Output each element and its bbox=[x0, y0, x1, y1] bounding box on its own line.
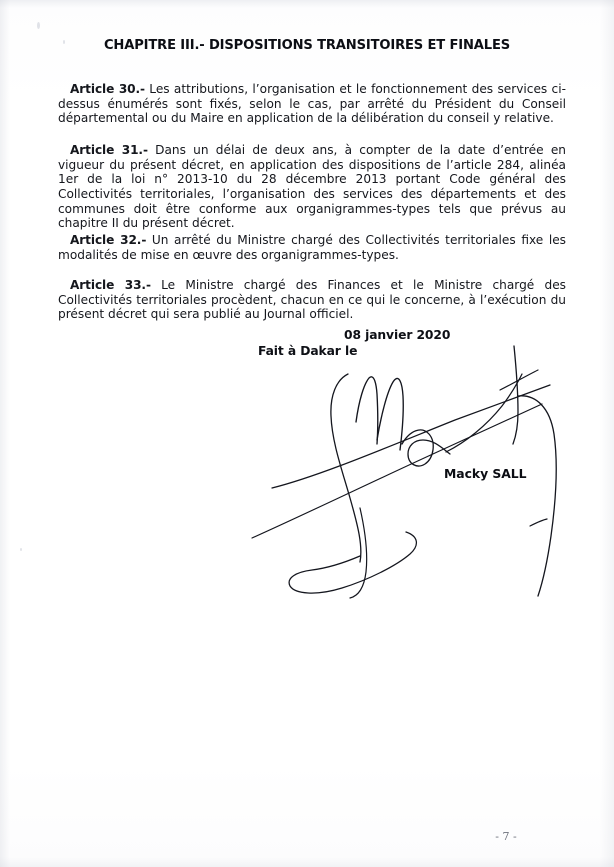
chapter-heading: CHAPITRE III.- DISPOSITIONS TRANSITOIRES ET FINALES bbox=[103, 38, 511, 53]
signature-place-label: Fait à Dakar le bbox=[258, 344, 358, 358]
article-text: Un arrêté du Ministre chargé des Collectivités territoriales fixe les modalités de mise en œuvre des organigrammes-types. bbox=[58, 233, 567, 262]
article-label: Article 31.- bbox=[70, 143, 148, 158]
article-paragraph bbox=[58, 143, 566, 231]
signature-date: 08 janvier 2020 bbox=[344, 328, 451, 342]
article-paragraph bbox=[58, 82, 566, 126]
article-text: Les attributions, l’organisation et le fonctionnement des services ci-dessus énumérés sont fixés, selon le cas, par arrêté du Président du Conseil départemental ou du Maire en application de la délibération du conseil y relative. bbox=[58, 82, 566, 126]
page-number bbox=[0, 830, 614, 843]
article-paragraph bbox=[58, 278, 566, 322]
article-label: Article 33.- bbox=[70, 278, 151, 293]
article-paragraph bbox=[58, 233, 566, 262]
signer-name: Macky SALL bbox=[444, 466, 527, 481]
article-label: Article 32.- bbox=[70, 233, 147, 248]
article-text: Le Ministre chargé des Finances et le Ministre chargé des Collectivités territoriales procèdent, chacun en ce qui le concerne, à l’exécution du présent décret qui sera publié au Journal officiel. bbox=[58, 278, 566, 322]
article-text: Dans un délai de deux ans, à compter de la date d’entrée en vigueur du présent décret, en application des dispositions de l’article 284, alinéa 1er de la loi n° 2013-10 du 28 décembre 2013 portant Code général des Collectivités territoriales, l’organisation des services des départements et des communes doit être conforme aux organigrammes-types tels que prévus au chapitre II du présent décret. bbox=[58, 143, 566, 231]
page-number-value: - 7 - bbox=[495, 830, 517, 843]
article-label: Article 30.- bbox=[70, 82, 145, 97]
